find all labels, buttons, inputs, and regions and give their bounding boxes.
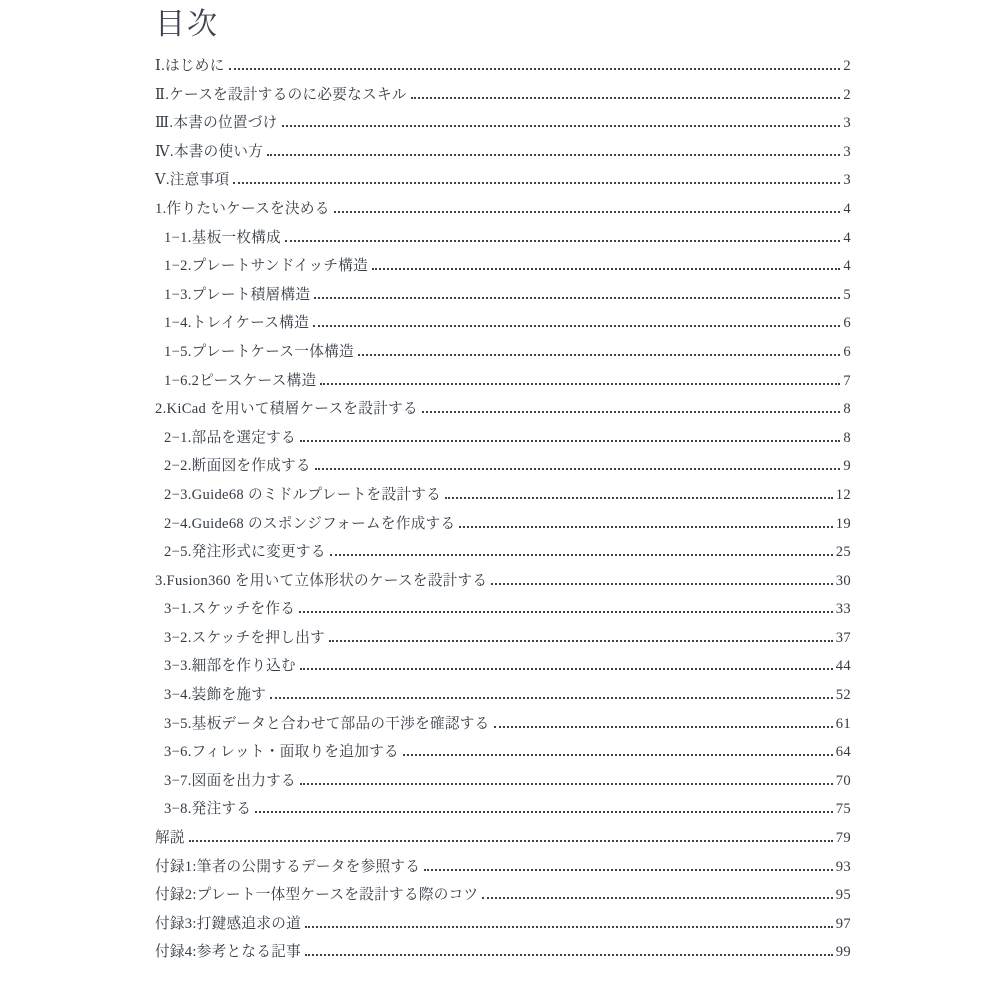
toc-entry-page-number: 12 — [835, 486, 851, 503]
toc-entry[interactable] — [155, 881, 851, 910]
toc-entry-label: Ⅳ.本書の使い方 — [155, 143, 264, 160]
toc-entry[interactable] — [155, 367, 851, 396]
toc-entry[interactable] — [155, 681, 851, 710]
toc-entry[interactable] — [155, 910, 851, 939]
toc-entry-label: Ⅲ.本書の位置づけ — [155, 115, 278, 132]
page-title: 目次 — [155, 8, 219, 41]
toc-entry[interactable] — [155, 824, 851, 853]
toc-entry-label: 付録1:筆者の公開するデータを参照する — [155, 858, 421, 875]
toc-entry-label: 1.作りたいケースを決める — [155, 200, 330, 217]
toc-entry-label: 2−1.部品を選定する — [164, 429, 296, 446]
dotted-leader — [411, 97, 841, 99]
dotted-leader — [270, 697, 833, 699]
toc-entry-page-number: 19 — [835, 515, 851, 532]
toc-entry-label: 3.Fusion360 を用いて立体形状のケースを設計する — [155, 572, 488, 589]
dotted-leader — [334, 211, 841, 213]
toc-entry-label: 付録4:参考となる記事 — [155, 944, 301, 961]
toc-entry-page-number: 75 — [835, 801, 851, 818]
toc-entry-label: Ⅰ.はじめに — [155, 58, 225, 74]
toc-entry-page-number: 8 — [843, 401, 851, 418]
toc-entry-page-number: 25 — [835, 544, 851, 561]
dotted-leader — [282, 125, 841, 127]
toc-entry-label: 2−5.発注形式に変更する — [164, 544, 326, 561]
toc-entry-page-number: 6 — [843, 343, 851, 360]
toc-entry[interactable] — [155, 938, 851, 967]
dotted-leader — [403, 754, 833, 756]
toc-entry-page-number: 99 — [835, 944, 851, 961]
dotted-leader — [300, 668, 833, 670]
toc-entry[interactable] — [155, 166, 851, 195]
toc-entry-label: 1−5.プレートケース一体構造 — [164, 343, 354, 360]
toc-entry-label: 3−3.細部を作り込む — [164, 658, 296, 675]
toc-entry[interactable] — [155, 767, 851, 796]
toc-entry-label: 1−4.トレイケース構造 — [164, 315, 310, 332]
toc-entry[interactable] — [155, 510, 851, 539]
toc-entry-label: 2−2.断面図を作成する — [164, 458, 311, 475]
toc-entry[interactable] — [155, 624, 851, 653]
toc-entry-label: 3−5.基板データと合わせて部品の干渉を確認する — [164, 715, 490, 732]
toc-entry-page-number: 3 — [843, 115, 851, 132]
dotted-leader — [305, 954, 833, 956]
toc-entry[interactable] — [155, 338, 851, 367]
toc-entry-page-number: 44 — [835, 658, 851, 675]
toc-entry-label: 3−2.スケッチを押し出す — [164, 629, 325, 646]
dotted-leader — [315, 468, 841, 470]
toc-entry-page-number: 95 — [835, 887, 851, 904]
toc-entry[interactable] — [155, 595, 851, 624]
toc-entry-page-number: 37 — [835, 629, 851, 646]
toc-entry[interactable] — [155, 81, 851, 110]
toc-entry-page-number: 64 — [835, 744, 851, 761]
dotted-leader — [491, 583, 833, 585]
toc-entry-label: 解説 — [155, 830, 185, 847]
toc-entry-page-number: 61 — [835, 715, 851, 732]
toc-entry-page-number: 8 — [843, 429, 851, 446]
dotted-leader — [299, 611, 833, 613]
toc-entry-page-number: 30 — [835, 572, 851, 589]
toc-entry-page-number: 4 — [843, 200, 851, 217]
toc-entry-page-number: 6 — [843, 315, 851, 332]
toc-entry-label: 2−4.Guide68 のスポンジフォームを作成する — [164, 515, 456, 532]
toc-entry[interactable] — [155, 710, 851, 739]
toc-entry-page-number: 79 — [835, 830, 851, 847]
dotted-leader — [229, 68, 841, 70]
toc-entry[interactable] — [155, 52, 851, 81]
dotted-leader — [300, 783, 833, 785]
dotted-leader — [314, 297, 840, 299]
toc-entry[interactable] — [155, 252, 851, 281]
dotted-leader — [267, 154, 840, 156]
toc-entry-page-number: 2 — [843, 58, 851, 74]
dotted-leader — [313, 325, 840, 327]
toc-entry-label: 3−7.図面を出力する — [164, 772, 296, 789]
dotted-leader — [494, 726, 833, 728]
toc-entry[interactable] — [155, 652, 851, 681]
toc-entry-page-number: 4 — [843, 258, 851, 275]
dotted-leader — [482, 897, 832, 899]
toc-entry-label: 1−1.基板一枚構成 — [164, 229, 282, 246]
dotted-leader — [445, 497, 833, 499]
toc-entry-page-number: 5 — [843, 286, 851, 303]
toc-entry[interactable] — [155, 224, 851, 253]
toc-entry-label: 1−6.2ピースケース構造 — [164, 372, 317, 389]
toc-entry-label: 1−2.プレートサンドイッチ構造 — [164, 258, 369, 275]
toc-entry-label: Ⅱ.ケースを設計するのに必要なスキル — [155, 86, 407, 103]
table-of-contents — [155, 52, 851, 967]
toc-entry-page-number: 52 — [835, 687, 851, 704]
toc-entry-label: 付録2:プレート一体型ケースを設計する際のコツ — [155, 887, 479, 904]
dotted-leader — [285, 240, 840, 242]
dotted-leader — [422, 411, 841, 413]
toc-entry[interactable] — [155, 424, 851, 453]
toc-entry-page-number: 9 — [843, 458, 851, 475]
dotted-leader — [305, 926, 833, 928]
toc-entry-label: 3−4.装飾を施す — [164, 687, 267, 704]
dotted-leader — [459, 526, 832, 528]
toc-entry[interactable] — [155, 195, 851, 224]
toc-entry[interactable] — [155, 138, 851, 167]
dotted-leader — [330, 554, 833, 556]
dotted-leader — [320, 383, 840, 385]
toc-entry[interactable] — [155, 281, 851, 310]
dotted-leader — [233, 182, 840, 184]
toc-entry[interactable] — [155, 538, 851, 567]
toc-entry[interactable] — [155, 452, 851, 481]
dotted-leader — [358, 354, 840, 356]
toc-entry[interactable] — [155, 567, 851, 596]
toc-entry-page-number: 3 — [843, 143, 851, 160]
toc-entry[interactable] — [155, 309, 851, 338]
dotted-leader — [189, 840, 833, 842]
toc-entry-label: 3−6.フィレット・面取りを追加する — [164, 744, 399, 761]
toc-entry-page-number: 33 — [835, 601, 851, 618]
toc-entry-page-number: 93 — [835, 858, 851, 875]
dotted-leader — [424, 869, 833, 871]
toc-entry[interactable] — [155, 853, 851, 882]
toc-entry-label: Ⅴ.注意事項 — [155, 172, 230, 189]
toc-entry-label: 1−3.プレート積層構造 — [164, 286, 311, 303]
toc-entry[interactable] — [155, 109, 851, 138]
toc-entry-label: 3−8.発注する — [164, 801, 252, 818]
toc-entry[interactable] — [155, 395, 851, 424]
dotted-leader — [255, 811, 833, 813]
dotted-leader — [372, 268, 840, 270]
toc-entry-page-number: 7 — [843, 372, 851, 389]
toc-entry-page-number: 70 — [835, 772, 851, 789]
toc-entry-label: 2−3.Guide68 のミドルプレートを設計する — [164, 486, 442, 503]
toc-entry-page-number: 2 — [843, 86, 851, 103]
toc-entry-page-number: 4 — [843, 229, 851, 246]
toc-entry-page-number: 3 — [843, 172, 851, 189]
toc-entry-label: 3−1.スケッチを作る — [164, 601, 296, 618]
toc-entry-label: 付録3:打鍵感追求の道 — [155, 915, 301, 932]
dotted-leader — [300, 440, 840, 442]
toc-entry[interactable] — [155, 795, 851, 824]
toc-entry[interactable] — [155, 738, 851, 767]
toc-entry[interactable] — [155, 481, 851, 510]
toc-entry-label: 2.KiCad を用いて積層ケースを設計する — [155, 401, 418, 418]
toc-entry-page-number: 97 — [835, 915, 851, 932]
dotted-leader — [329, 640, 833, 642]
